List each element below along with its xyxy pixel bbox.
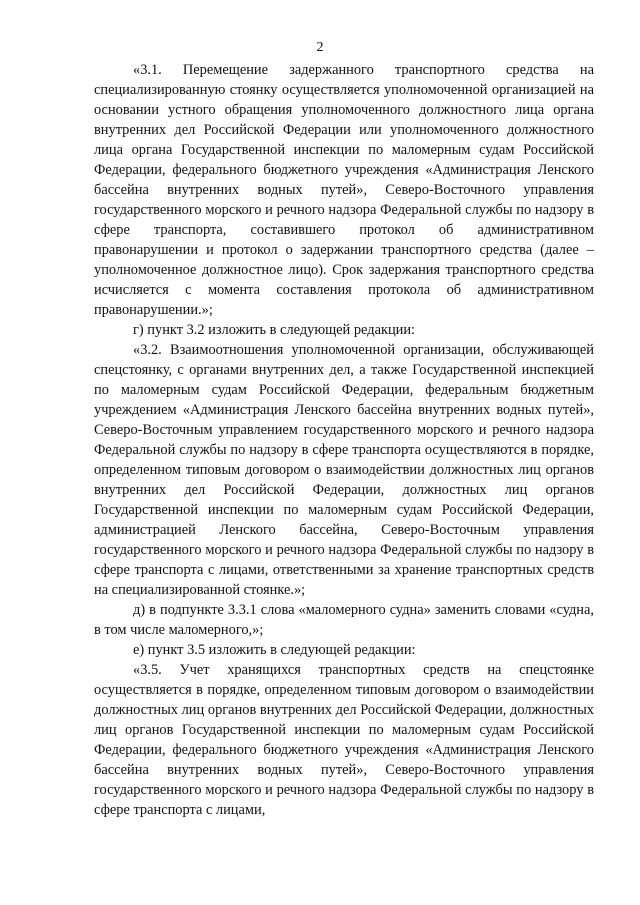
paragraph-item-e: е) пункт 3.5 изложить в следующей редакции: [133, 642, 416, 658]
paragraph-3-1: «3.1. Перемещение задержанного транспортного средства на специализированную стоянку осуществляется уполномоченной организацией на основании устного обращения уполномоченного должностного лица органа внутренних дел Российской Федерации или уполномоченного должностного лица органа Государственной инспекции по маломерным судам Российской Федерации, федерального бюджетного учреждения «Администрация Ленского бассейна внутренних водных путей», Северо-Восточного управления государственного морского и речного надзора Федеральной службы по надзору в сфере транспорта, составившего протокол об административном правонарушении и протокол о задержании транспортного средства (далее – уполномоченное должностное лицо). Срок задержания транспортного средства исчисляется с момента составления протокола об административном правонарушении.»; [94, 62, 594, 318]
paragraph-item-g: г) пункт 3.2 изложить в следующей редакции: [133, 322, 416, 338]
page-number: 2 [316, 40, 324, 55]
paragraph-3-5: «3.5. Учет хранящихся транспортных средств на спецстоянке осуществляется в порядке, определенном типовым договором о взаимодействии должностных лиц органов внутренних дел Российской Федерации, должностных лиц органов Государственной инспекции по маломерным судам Российской Федерации, федерального бюджетного учреждения «Администрация Ленского бассейна внутренних водных путей», Северо-Восточного управления государственного морского и речного надзора Федеральной службы по надзору в сфере транспорта с лицами, [94, 662, 594, 818]
paragraph-3-2: «3.2. Взаимоотношения уполномоченной организации, обслуживающей спецстоянку, с органами внутренних дел, а также Государственной инспекцией по маломерным судам Российской Федерации, федеральным бюджетным учреждением «Администрация Ленского бассейна внутренних водных путей», Северо-Восточным управлением государственного морского и речного надзора Федеральной службы по надзору в сфере транспорта осуществляются в порядке, определенном типовым договором о взаимодействии должностных лиц органов внутренних дел Российской Федерации, должностных лиц органов Государственной инспекции по маломерным судам Российской Федерации, администрацией Ленского бассейна, Северо-Восточным управления государственного морского и речного надзора Федеральной службы по надзору в сфере транспорта с лицами, ответственными за хранение транспортных средств на специализированной стоянке.»; [94, 342, 594, 598]
paragraph-item-d: д) в подпункте 3.3.1 слова «маломерного судна» заменить словами «судна, в том числе маломерного,»; [94, 602, 594, 638]
document-body [94, 60, 594, 820]
